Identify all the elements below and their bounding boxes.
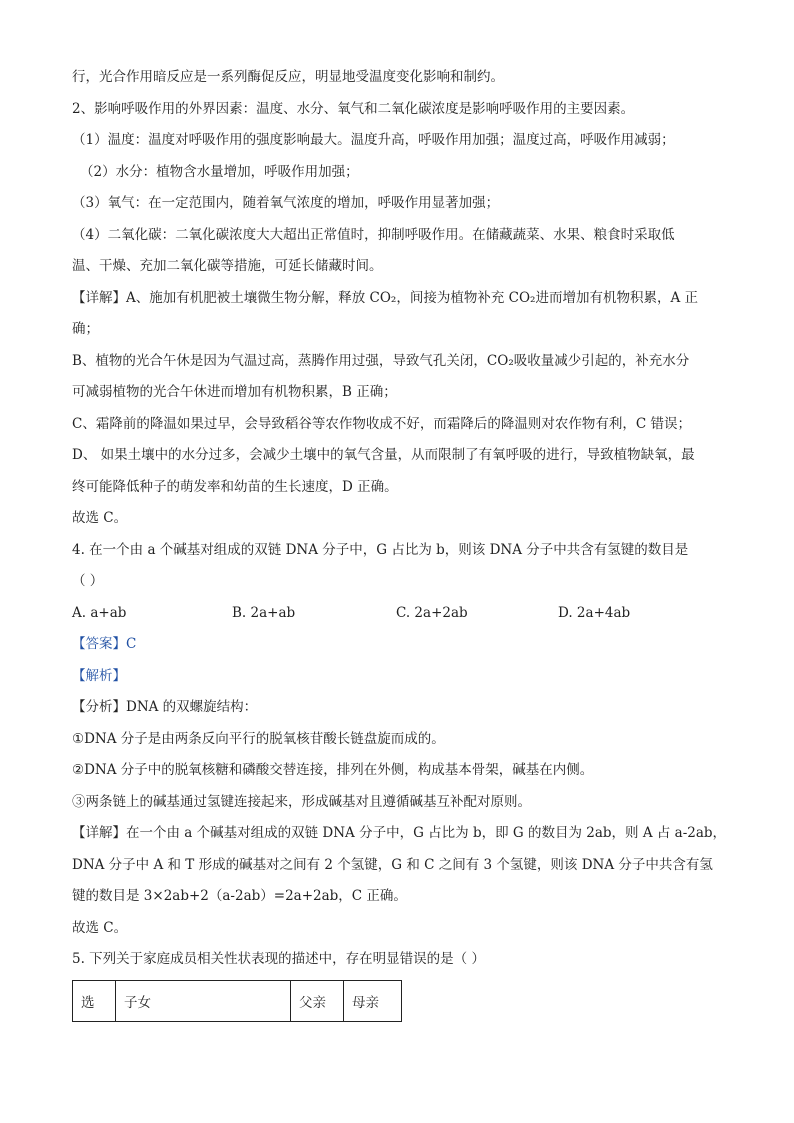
table-header-cell: 子女 (116, 980, 291, 1021)
text-line: （3）氧气：在一定范围内，随着氧气浓度的增加，呼吸作用显著加强； (72, 195, 500, 211)
text-line: 【分析】DNA 的双螺旋结构： (72, 699, 258, 715)
table-header-cell: 父亲 (291, 980, 344, 1021)
text-line: （4）二氧化碳：二氧化碳浓度大大超出正常值时，抑制呼吸作用。在储藏蔬菜、水果、粮食时采取低 (72, 226, 675, 243)
answer-options (72, 598, 732, 630)
text-line: （1）温度：温度对呼吸作用的强度影响最大。温度升高，呼吸作用加强；温度过高，呼吸作用减弱； (72, 132, 675, 148)
text-line: （2）水分：植物含水量增加，呼吸作用加强； (80, 163, 359, 180)
question-5-table (72, 980, 402, 1022)
table-header-cell: 选 (73, 980, 116, 1021)
option-d: D. 2a+4ab (558, 604, 631, 621)
text-line: 可减弱植物的光合午休进而增加有机物积累，B 正确； (72, 384, 397, 400)
text-line: 确； (72, 321, 99, 337)
text-line: 2、影响呼吸作用的外界因素：温度、水分、氧气和二氧化碳浓度是影响呼吸作用的主要因素。 (72, 100, 635, 117)
option-b: B. 2a+ab (232, 604, 296, 621)
option-a: A. a+ab (72, 604, 127, 621)
question-5-stem: 5. 下列关于家庭成员相关性状表现的描述中，存在明显错误的是（ ） (72, 951, 485, 967)
question-4-stem: 4. 在一个由 a 个碱基对组成的双链 DNA 分子中，G 占比为 b，则该 DNA 分子中共含有氢键的数目是 (72, 541, 689, 558)
text-line: 终可能降低种子的萌发率和幼苗的生长速度，D 正确。 (72, 478, 398, 495)
text-line: 键的数目是 3×2ab+2（a-2ab）=2a+2ab，C 正确。 (72, 888, 407, 904)
option-c: C. 2a+2ab (396, 604, 468, 621)
text-line: 故选 C。 (72, 919, 128, 936)
text-line: C、霜降前的降温如果过早，会导致稻谷等农作物收成不好，而霜降后的降温则对农作物有利，C 错误； (72, 415, 691, 432)
text-line: B、植物的光合午休是因为气温过高，蒸腾作用过强，导致气孔关闭，CO₂吸收量减少引起的，补充水分 (72, 352, 690, 369)
text-line: DNA 分子中 A 和 T 形成的碱基对之间有 2 个氢键，G 和 C 之间有 3 个氢键，则该 DNA 分子中共含有氢 (72, 856, 713, 873)
text-line: 【详解】在一个由 a 个碱基对组成的双链 DNA 分子中，G 占比为 b，即 G 的数目为 2ab，则 A 占 a-2ab， (72, 825, 727, 841)
text-line: ①DNA 分子是由两条反向平行的脱氧核苷酸长链盘旋而成的。 (72, 730, 445, 747)
text-line: ③两条链上的碱基通过氢键连接起来，形成碱基对且遵循碱基互补配对原则。 (72, 793, 531, 810)
text-line: D、 如果土壤中的水分过多，会减少土壤中的氧气含量，从而限制了有氧呼吸的进行，导致植物缺氧，最 (72, 447, 695, 463)
text-line: 温、干燥、充加二氧化碳等措施，可延长储藏时间。 (72, 258, 383, 274)
text-line: 行，光合作用暗反应是一系列酶促反应，明显地受温度变化影响和制约。 (72, 69, 504, 85)
text-line: ②DNA 分子中的脱氧核糖和磷酸交替连接，排列在外侧，构成基本骨架，碱基在内侧。 (72, 762, 594, 778)
answer-blank: （ ） (72, 573, 104, 589)
text-line: 故选 C。 (72, 510, 128, 526)
table-header-row (73, 980, 402, 1021)
answer-heading: 【答案】C (72, 636, 137, 652)
analysis-heading: 【解析】 (72, 667, 126, 684)
table-header-cell: 母亲 (344, 980, 402, 1021)
document-page (72, 62, 732, 1022)
text-line: 【详解】A、施加有机肥被土壤微生物分解，释放 CO₂，间接为植物补充 CO₂进而增加有机物积累，A 正 (72, 289, 698, 306)
